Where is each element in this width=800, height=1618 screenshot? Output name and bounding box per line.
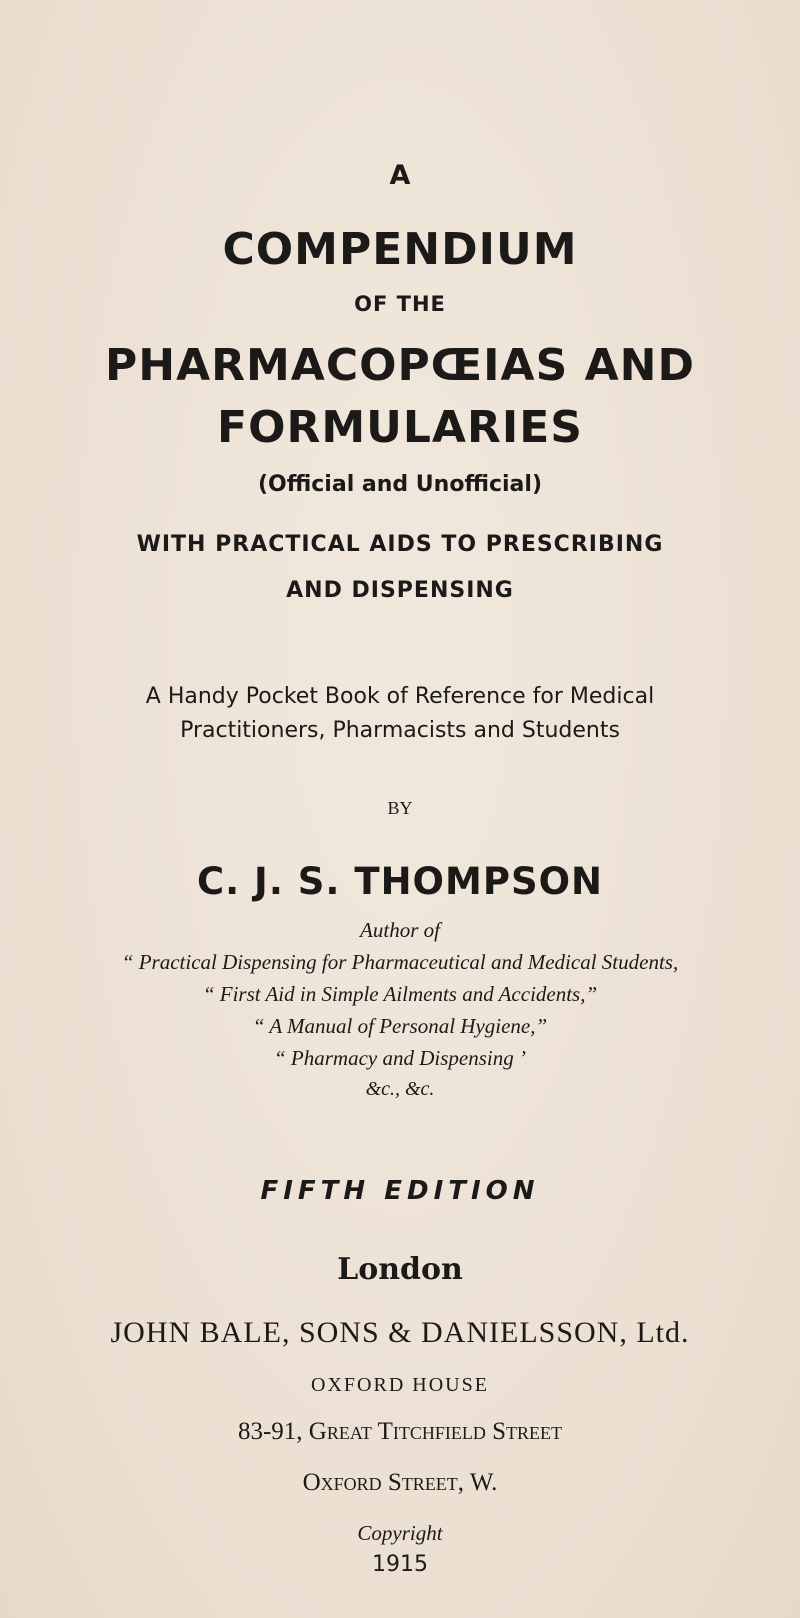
by-label: BY — [387, 798, 413, 818]
work-title: “ Pharmacy and Dispensing ’ — [274, 1046, 526, 1070]
copyright-label: Copyright — [357, 1521, 443, 1545]
title-article: A — [389, 160, 411, 191]
aids-line-2: AND DISPENSING — [286, 578, 514, 603]
work-title: “ A Manual of Personal Hygiene,” — [252, 1014, 548, 1038]
subtitle: (Official and Unofficial) — [257, 472, 543, 497]
aids-line-1: WITH PRACTICAL AIDS TO PRESCRIBING — [136, 532, 664, 557]
title-of-the: OF THE — [354, 292, 446, 316]
address-line-2: Oxford Street, W. — [302, 1469, 498, 1496]
author-of-label: Author of — [360, 918, 440, 942]
description-line-1: A Handy Pocket Book of Reference for Medical — [145, 684, 655, 709]
place-of-publication: London — [337, 1252, 463, 1287]
title-formularies: FORMULARIES — [217, 402, 583, 453]
address-line-1: 83-91, Great Titchfield Street — [237, 1418, 563, 1445]
title-main: COMPENDIUM — [222, 224, 578, 275]
publisher-name: JOHN BALE, SONS & DANIELSSON, Ltd. — [110, 1316, 690, 1349]
publisher-house: OXFORD HOUSE — [311, 1374, 489, 1396]
work-title: “ First Aid in Simple Ailments and Accidents,” — [202, 982, 598, 1006]
edition-label: FIFTH EDITION — [260, 1176, 540, 1206]
publication-year: 1915 — [372, 1552, 428, 1577]
description-line-2: Practitioners, Pharmacists and Students — [180, 718, 620, 743]
title-pharmacopoeias: PHARMACOPŒIAS AND — [105, 340, 695, 391]
author-name: C. J. S. THOMPSON — [196, 860, 604, 903]
work-etc: &c., &c. — [365, 1078, 435, 1100]
work-title: “ Practical Dispensing for Pharmaceutical and Medical Students, — [121, 950, 679, 974]
